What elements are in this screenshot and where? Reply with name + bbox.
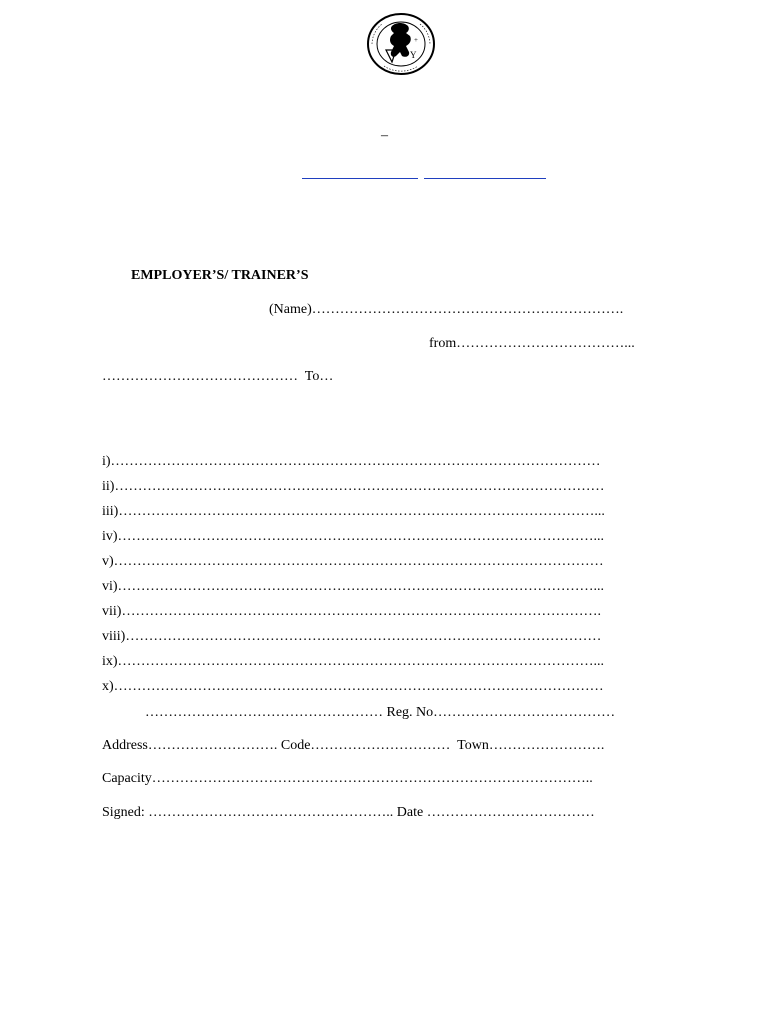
reg-no-field-line[interactable]: …………………………………………… Reg. No………………………………… <box>145 705 616 720</box>
list-item-1[interactable]: i)…………………………………………………………………………………………… <box>102 454 601 469</box>
name-field-line[interactable]: (Name)…………………………………………………………. <box>269 302 624 317</box>
svg-text:Y: Y <box>410 50 417 60</box>
signed-field-line[interactable]: Signed: …………………………………………….. Date ……………………………… <box>102 805 595 820</box>
form-heading: EMPLOYER’S/ TRAINER’S <box>131 268 309 283</box>
list-item-7[interactable]: vii)…………………………………………………………………………………………. <box>102 604 601 619</box>
header-dash: – <box>381 128 388 143</box>
to-field-line[interactable]: …………………………………… To… <box>102 369 334 384</box>
list-item-5[interactable]: v)…………………………………………………………………………………………… <box>102 554 604 569</box>
list-item-2[interactable]: ii)…………………………………………………………………………………………… <box>102 479 605 494</box>
list-item-10[interactable]: x)…………………………………………………………………………………………… <box>102 679 604 694</box>
svg-text:+: + <box>414 36 418 44</box>
list-item-6[interactable]: vi)…………………………………………………………………………………………... <box>102 579 605 594</box>
blank-link-underline-2[interactable] <box>424 178 546 179</box>
address-field-line[interactable]: Address………………………. Code………………………… Town……………………. <box>102 738 605 753</box>
list-item-4[interactable]: iv)…………………………………………………………………………………………... <box>102 529 605 544</box>
list-item-8[interactable]: viii)………………………………………………………………………………………… <box>102 629 602 644</box>
from-field-line[interactable]: from………………………………... <box>429 336 635 351</box>
list-item-3[interactable]: iii)…………………………………………………………………………………………... <box>102 504 605 519</box>
capacity-field-line[interactable]: Capacity………………………………………………………………………………….. <box>102 771 593 786</box>
crest-seal-icon <box>366 12 436 76</box>
blank-link-underline-1[interactable] <box>302 178 418 179</box>
list-item-9[interactable]: ix)…………………………………………………………………………………………... <box>102 654 605 669</box>
